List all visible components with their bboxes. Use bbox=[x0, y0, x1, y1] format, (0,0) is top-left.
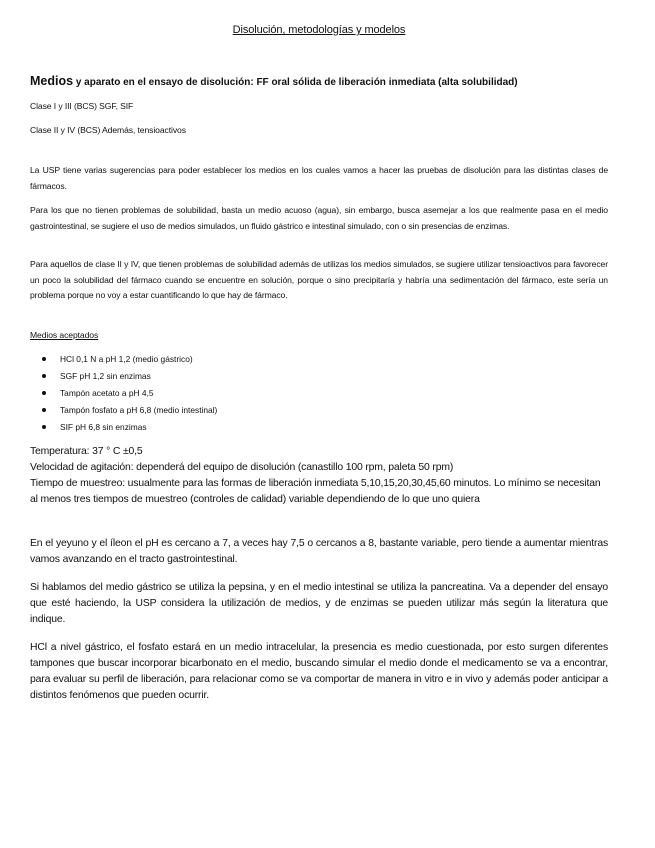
paragraph-hcl: HCl a nivel gástrico, el fosfato estará en un medio intracelular, la presencia es medio cuestionada, por esto surgen diferentes tampones que buscar incorporar bicarbonato en el medio, buscando simular el medio donde el medicamento se va a encontrar, para evaluar su perfil de liberación, para relacionar como se va comportar de manera in vitro e in vivo y además poder anticipar a distintos fenómenos que pueden ocurrir. bbox=[30, 642, 608, 701]
list-item: Tampón acetato a pH 4,5 bbox=[30, 385, 217, 402]
bullet-icon bbox=[42, 374, 46, 378]
bullet-icon bbox=[42, 408, 46, 412]
agitation-line: Velocidad de agitación: dependerá del equipo de disolución (canastillo 100 rpm, paleta 50 rpm) bbox=[30, 462, 454, 473]
paragraph-intro: La USP tiene varias sugerencias para poder establecer los medios en los cuales vamos a hacer las pruebas de disolución para las distintas clases de fármacos. bbox=[30, 165, 608, 191]
section-heading bbox=[30, 74, 608, 88]
list-item: HCl 0,1 N a pH 1,2 (medio gástrico) bbox=[30, 351, 217, 368]
temperature-line: Temperatura: 37 ° C ±0,5 bbox=[30, 446, 143, 457]
heading-text: y aparato en el ensayo de disolución: FF oral sólida de liberación inmediata (alta solubilidad) bbox=[73, 77, 518, 88]
heading-keyword: Medios bbox=[30, 74, 74, 88]
paragraph-solubility: Para los que no tienen problemas de solubilidad, basta un medio acuoso (agua), sin embargo, busca asemejar a los que realmente pasa en el medio gastrointestinal, se sugiere el uso de medios simulados, un fluido gástrico e intestinal simulado, con o sin presencias de enzimas. bbox=[30, 205, 608, 231]
class-line-2: Clase II y IV (BCS) Además, tensioactivos bbox=[30, 125, 186, 135]
list-item: SGF pH 1,2 sin enzimas bbox=[30, 368, 217, 385]
bullet-icon bbox=[42, 357, 46, 361]
list-item: SIF pH 6,8 sin enzimas bbox=[30, 419, 217, 436]
sampling-paragraph: Tiempo de muestreo: usualmente para las formas de liberación inmediata 5,10,15,20,30,45,60 minutos. Lo mínimo se necesitan al menos tres tiempos de muestreo (controles de calidad) variable dependiendo de lo que uno quiera bbox=[30, 478, 601, 505]
paragraph-ph: En el yeyuno y el íleon el pH es cercano a 7, a veces hay 7,5 o cercanos a 8, bastante variable, pero tiende a aumentar mientras vamos avanzando en el tracto gastrointestinal. bbox=[30, 538, 608, 565]
bullet-icon bbox=[42, 391, 46, 395]
media-list bbox=[30, 351, 217, 436]
list-item: Tampón fosfato a pH 6,8 (medio intestinal) bbox=[30, 402, 217, 419]
bullet-icon bbox=[42, 425, 46, 429]
paragraph-enzymes: Si hablamos del medio gástrico se utiliza la pepsina, y en el medio intestinal se utiliza la pancreatina. Va a depender del ensayo que esté haciendo, la USP considera la utilización de medios, y de enzimas se pueden utilizar más según la literatura que indique. bbox=[30, 582, 608, 625]
paragraph-class-ii-iv: Para aquellos de clase II y IV, que tienen problemas de solubilidad además de utilizas los medios simulados, se sugiere utilizar tensioactivos para favorecer un poco la solubilidad del fármaco cuando se encuentre en solución, porque o sino precipitaría y habría una sedimentación del fármaco, este sería un problema porque no voy a estar cuantificando lo que hay de fármaco. bbox=[30, 259, 608, 300]
document-title: Disolución, metodologías y modelos bbox=[232, 24, 406, 36]
media-heading: Medios aceptados bbox=[30, 330, 99, 340]
class-line-1: Clase I y III (BCS) SGF, SIF bbox=[30, 101, 134, 111]
